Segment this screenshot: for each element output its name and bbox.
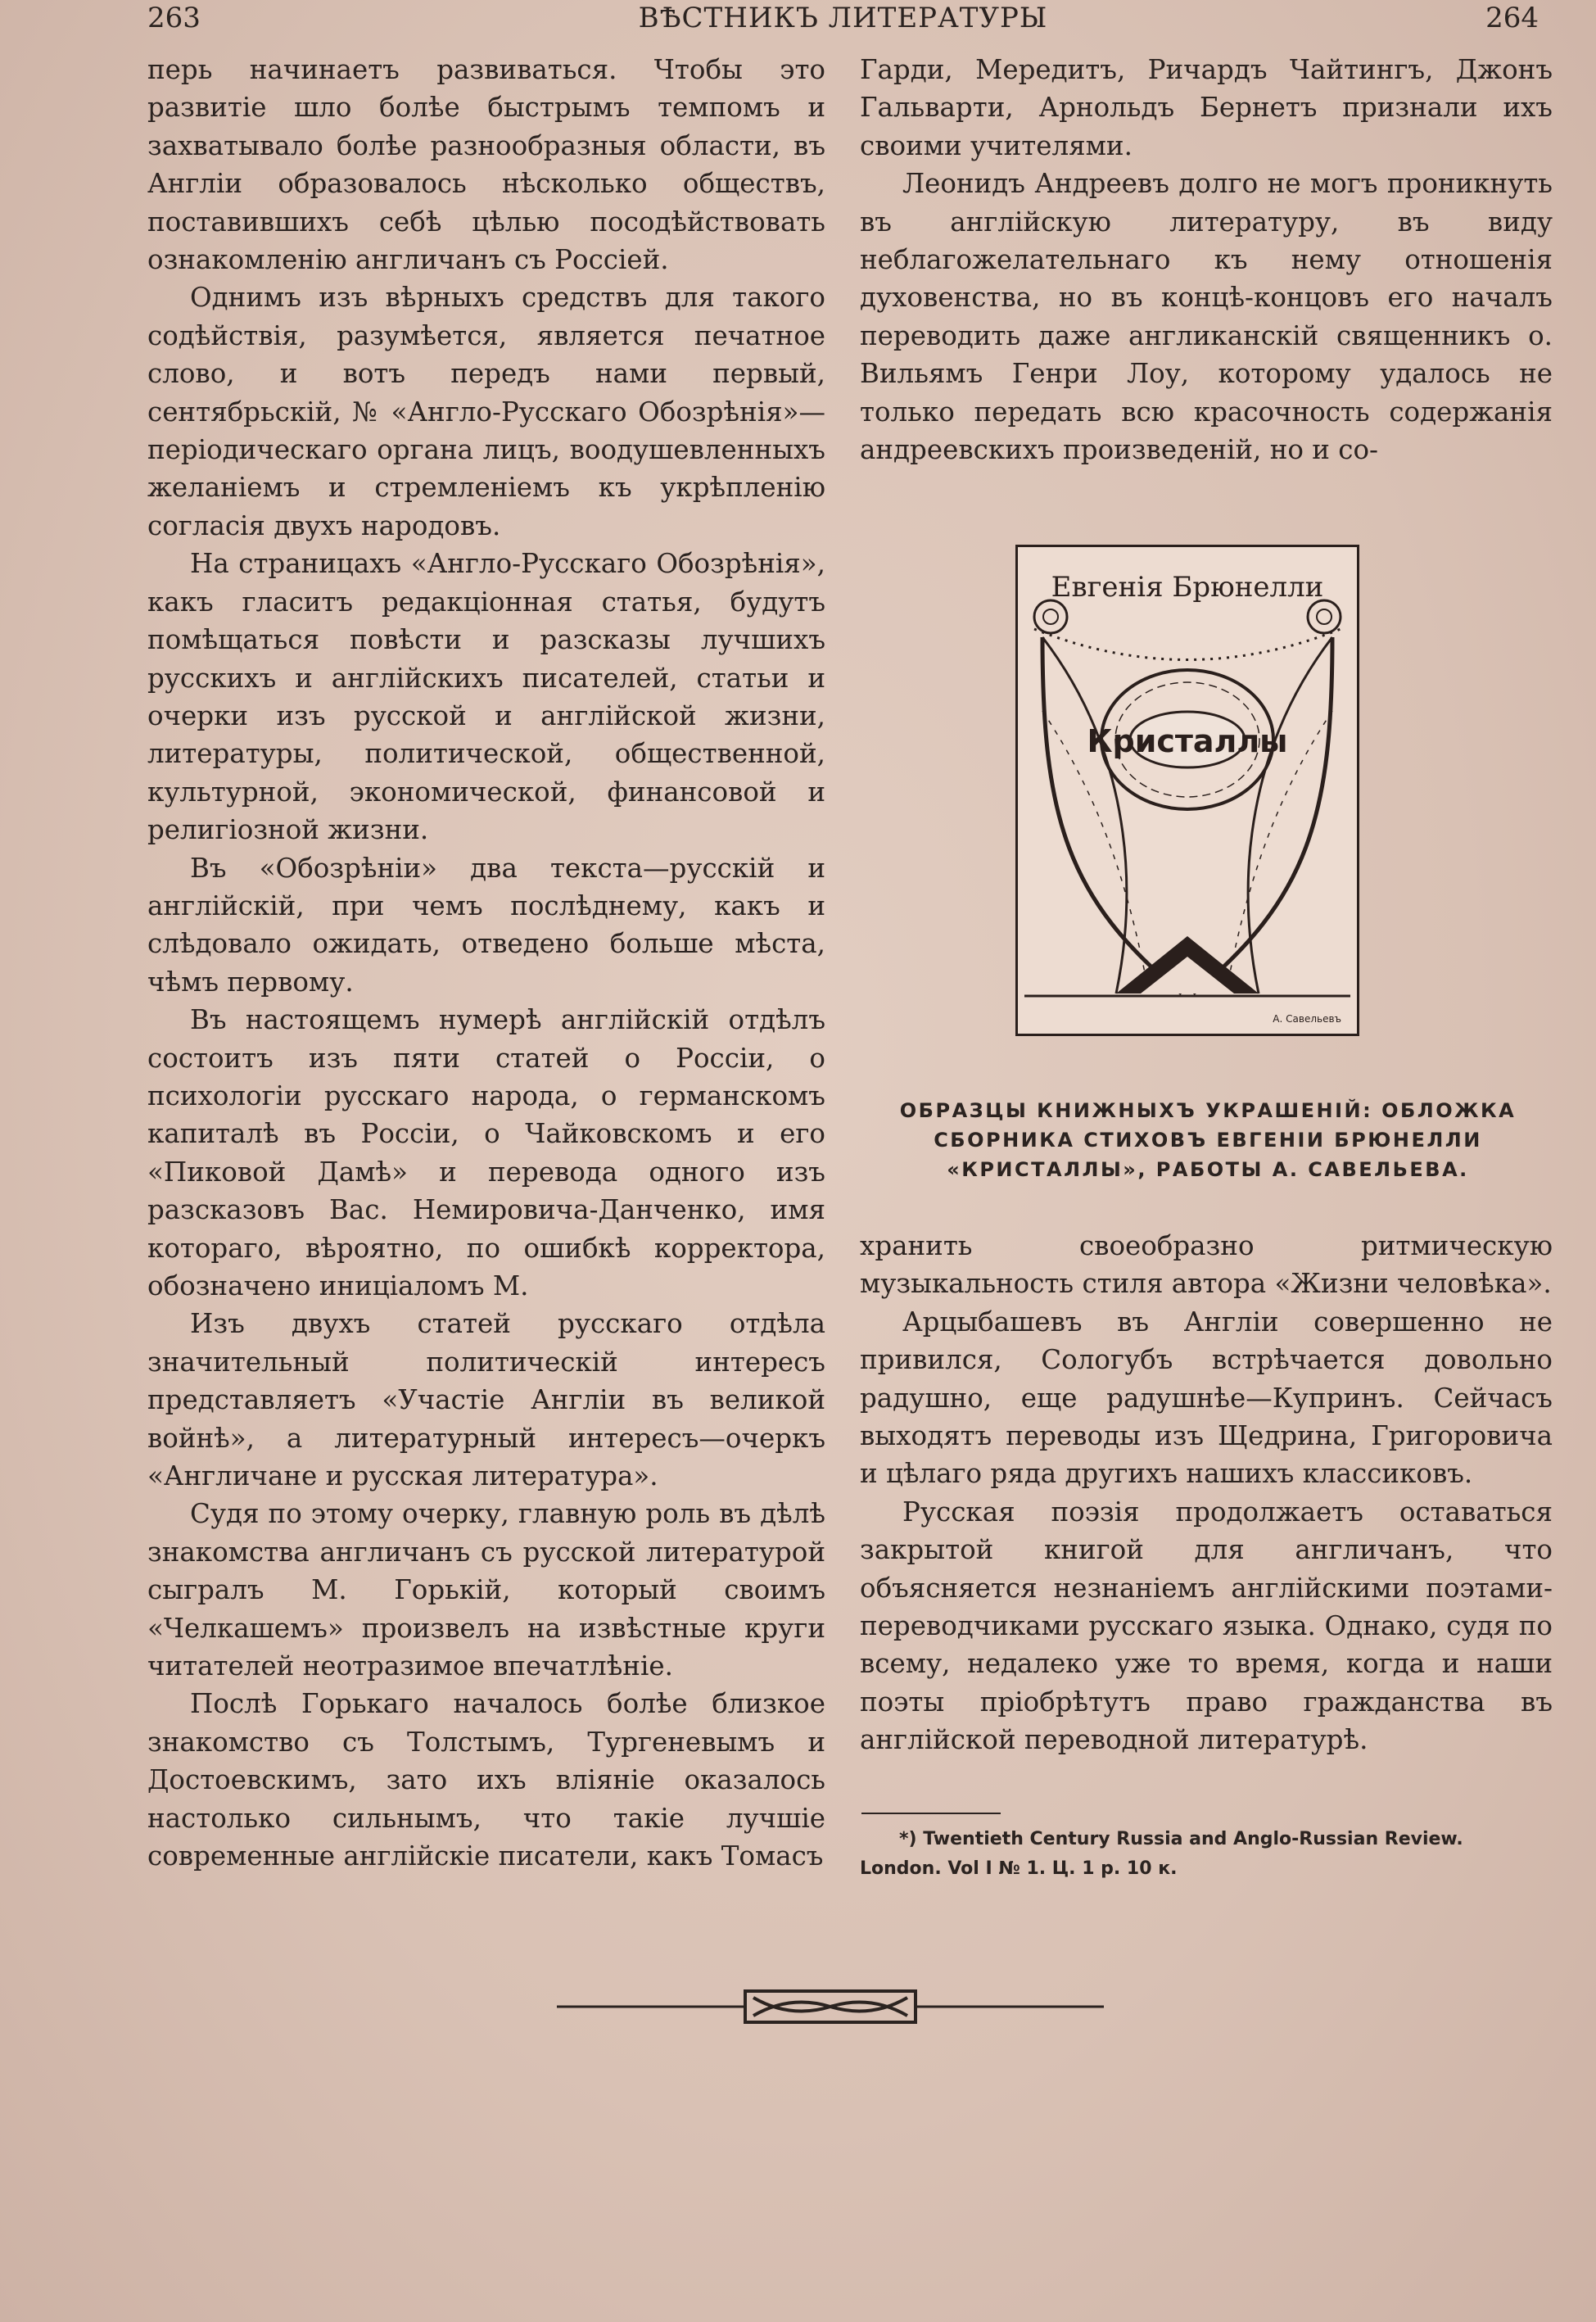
artist-signature: А. Савельевъ — [1273, 1013, 1341, 1025]
paragraph: Въ настоящемъ нумерѣ англійскій отдѣлъ состоитъ изъ пяти статей о Россіи, о психологіи русскаго народа, о германскомъ капиталѣ въ Россіи, о Чайковскомъ и его «Пиковой Дамѣ» и перевода одного изъ разсказовъ Вас. Немировича-Данченко, имя котораго, вѣроятно, по ошибкѣ корректора, обозначено иниціаломъ М. — [147, 1004, 825, 1301]
footnote-rule — [861, 1813, 1001, 1814]
end-ornament — [557, 1986, 1104, 2027]
paragraph: Арцыбашевъ въ Англіи совершенно не привился, Сологубъ встрѣчается довольно радушно, еще радушнѣе—Купринъ. Сейчасъ выходятъ переводы изъ Щедрина, Григоровича и цѣлаго ряда другихъ нашихъ классиковъ. — [860, 1306, 1553, 1490]
paragraph: Судя по этому очерку, главную роль въ дѣлѣ знакомства англичанъ съ русской литературой сыгралъ М. Горькій, который своимъ «Челкашемъ» произвелъ на извѣстные круги читателей неотразимое впечатлѣніе. — [147, 1498, 825, 1682]
right-column-bottom — [860, 1227, 1553, 1759]
bookplate-title: Кристаллы — [1087, 723, 1288, 759]
footnote-line: *) Twentieth Century Russia and Anglo-Russian Review. — [899, 1829, 1463, 1849]
illustration-caption: ОБРАЗЦЫ КНИЖНЫХЪ УКРАШЕНІЙ: ОБЛОЖКА СБОРНИКА СТИХОВЪ ЕВГЕНІИ БРЮНЕЛЛИ «КРИСТАЛЛЫ», РАБОТЫ А. САВЕЛЬЕВА. — [899, 1099, 1517, 1181]
paragraph: Русская поэзія продолжаетъ оставаться закрытой книгой для англичанъ, что объясняется незнаніемъ англійскими поэтами-переводчиками русскаго языка. Однако, судя по всему, недалеко уже то время, когда и наши поэты пріобрѣтутъ право гражданства въ англійской переводной литературѣ. — [860, 1496, 1553, 1756]
footnote — [860, 1825, 1553, 1884]
page-header — [147, 0, 1539, 36]
paragraph: перь начинаетъ развиваться. Чтобы это развитіе шло болѣе быстрымъ темпомъ и захватывало болѣе разнообразныя области, въ Англіи образовалось нѣсколько обществъ, поставившихъ себѣ цѣлью посодѣйствовать ознакомленію англичанъ съ Россіей. — [147, 54, 825, 276]
rose-ornament-right — [1308, 600, 1341, 633]
paragraph: Послѣ Горькаго началось болѣе близкое знакомство съ Толстымъ, Тургеневымъ и Достоевскимъ, зато ихъ вліяніе оказалось настолько сильнымъ, что такіе лучшіе современные англійскіе писатели, какъ Томасъ — [147, 1688, 825, 1872]
running-title: ВѢСТНИКЪ ЛИТЕРАТУРЫ — [638, 2, 1048, 34]
paragraph: Изъ двухъ статей русскаго отдѣла значительный политическій интересъ представляетъ «Участіе Англіи въ великой войнѣ», а литературный интересъ—очеркъ «Англичане и русская литература». — [147, 1308, 825, 1492]
page-number-right: 264 — [1485, 2, 1539, 34]
bookplate-name: Евгенія Брюнелли — [1051, 571, 1324, 604]
rose-ornament-left — [1034, 600, 1067, 633]
paragraph: хранить своеобразно ритмическую музыкальность стиля автора «Жизни человѣка». — [860, 1230, 1553, 1300]
paragraph: Однимъ изъ вѣрныхъ средствъ для такого содѣйствія, разумѣется, является печатное слово, и вотъ передъ нами первый, сентябрьскій, № «Англо-Русскаго Обозрѣнія»—періодическаго органа лицъ, воодушевленныхъ желаніемъ и стремленіемъ къ укрѣпленію согласія двухъ народовъ. — [147, 282, 825, 541]
paragraph: Гарди, Мередитъ, Ричардъ Чайтингъ, Джонъ Гальварти, Арнольдъ Бернетъ признали ихъ своими учителями. — [860, 54, 1553, 161]
right-column-top — [860, 51, 1553, 468]
footnote-line: London. Vol I № 1. Ц. 1 р. 10 к. — [860, 1858, 1178, 1879]
paragraph: Леонидъ Андреевъ долго не могъ проникнуть въ англійскую литературу, въ виду неблагожелательнаго къ нему отношенія духовенства, но въ концѣ-концовъ его началъ переводить даже англиканскій священникъ о. Вильямъ Генри Лоу, которому удалось не только передать всю красочность содержанія андреевскихъ произведеній, но и со- — [860, 168, 1553, 466]
left-column — [147, 51, 825, 1876]
bookplate-illustration — [1015, 545, 1359, 1036]
paragraph: На страницахъ «Англо-Русскаго Обозрѣнія», какъ гласитъ редакціонная статья, будутъ помѣщаться повѣсти и разсказы лучшихъ русскихъ и англійскихъ писателей, статьи и очерки изъ русской и англійской жизни, литературы, политической, общественной, культурной, экономической, финансовой и религіозной жизни. — [147, 548, 825, 846]
paragraph: Въ «Обозрѣніи» два текста—русскій и англійскій, при чемъ послѣднему, какъ и слѣдовало ожидать, отведено больше мѣста, чѣмъ первому. — [147, 852, 825, 998]
bookplate-artwork — [1018, 547, 1357, 1034]
page-number-left: 263 — [147, 2, 201, 34]
